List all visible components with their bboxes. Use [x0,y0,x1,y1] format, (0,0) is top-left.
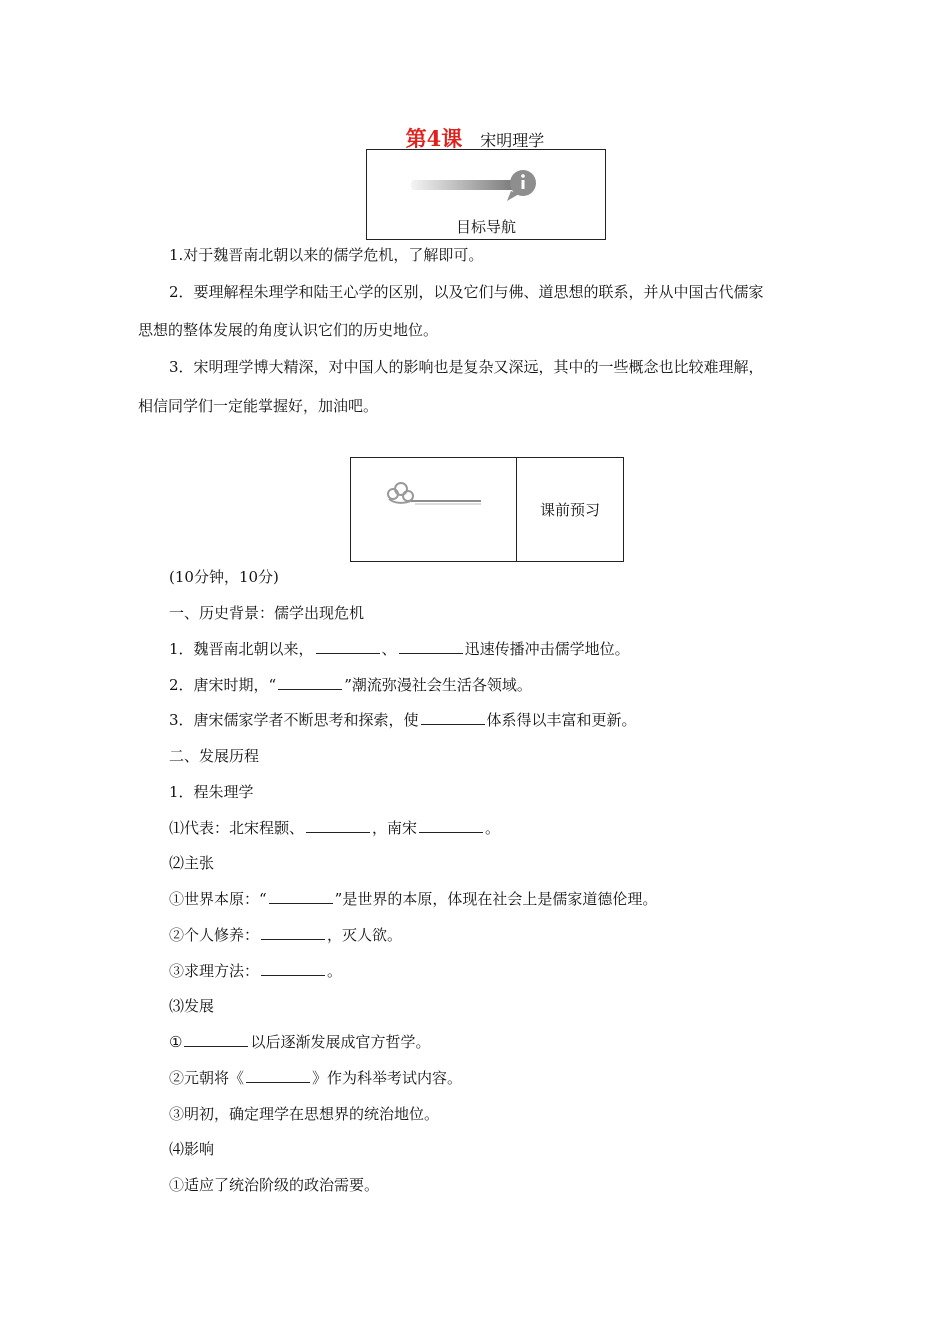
goal-line-2: 2．要理解程朱理学和陆王心学的区别，以及它们与佛、道思想的联系，并从中国古代儒家 [169,283,764,301]
question-text: 。 [327,962,343,980]
preview-box [350,457,624,562]
question-3 [169,710,637,730]
lesson-title: 宋明理学 [480,131,545,150]
cloud-ornament-icon [381,480,491,510]
goal-navigation-box [366,149,606,240]
question-1 [169,639,630,659]
development-2 [169,1068,462,1088]
lesson-number: 第4课 [405,126,463,151]
development-3: ③明初，确定理学在思想界的统治地位。 [169,1105,440,1123]
question-text: 3．唐宋儒家学者不断思考和探索，使 [169,711,419,729]
speech-bubble-info-icon [411,167,541,207]
question-text: 。 [485,819,501,837]
time-note: (10分钟，10分) [169,568,279,586]
goal-line-1: 1.对于魏晋南北朝以来的儒学危机，了解即可。 [169,246,484,264]
influence-heading: ⑷影响 [169,1140,215,1158]
question-text: 以后逐渐发展成官方哲学。 [250,1033,431,1051]
question-text: ① [169,1033,183,1051]
question-text: 》作为科举考试内容。 [312,1069,463,1087]
claim-1 [169,889,657,909]
question-text: 体系得以丰富和更新。 [486,711,637,729]
question-text: ③求理方法： [169,962,260,980]
goal-line-3: 思想的整体发展的角度认识它们的历史地位。 [138,321,439,339]
question-text: ”是世界的本原，体现在社会上是儒家道德伦理。 [334,890,658,908]
question-text: ①世界本原：“ [169,890,267,908]
preview-box-caption: 课前预习 [539,501,600,519]
subsection-cheng-zhu: 1．程朱理学 [169,783,254,801]
representatives-line [169,818,500,838]
question-text: ⑴代表：北宋程颢、 [169,819,305,837]
influence-1: ①适应了统治阶级的政治需要。 [169,1176,380,1194]
fill-blank[interactable] [419,819,483,833]
question-text: 1．魏晋南北朝以来， [169,640,314,658]
fill-blank[interactable] [184,1033,248,1047]
goal-line-4: 3．宋明理学博大精深，对中国人的影响也是复杂又深远，其中的一些概念也比较难理解， [169,358,764,376]
claim-2 [169,925,402,945]
fill-blank[interactable] [316,640,380,654]
question-text: ②个人修养： [169,926,260,944]
question-text: 、 [381,640,397,658]
question-text: 迅速传播冲击儒学地位。 [464,640,630,658]
fill-blank[interactable] [261,962,325,976]
question-2 [169,675,532,695]
development-1 [169,1032,430,1052]
fill-blank[interactable] [246,1069,310,1083]
question-text: ②元朝将《 [169,1069,245,1087]
fill-blank[interactable] [421,711,485,725]
fill-blank[interactable] [306,819,370,833]
fill-blank[interactable] [269,890,333,904]
goal-line-5: 相信同学们一定能掌握好，加油吧。 [138,397,379,415]
question-text: ，南宋 [372,819,418,837]
section-2-heading: 二、发展历程 [169,747,260,765]
question-text: 2．唐宋时期，“ [169,676,277,694]
development-heading: ⑶发展 [169,997,215,1015]
question-text: ，灭人欲。 [327,926,403,944]
section-1-heading: 一、历史背景：儒学出现危机 [169,604,365,622]
fill-blank[interactable] [278,676,342,690]
fill-blank[interactable] [399,640,463,654]
claim-3 [169,961,342,981]
goal-box-caption: 目标导航 [455,218,516,236]
question-text: ”潮流弥漫社会生活各领域。 [344,676,532,694]
fill-blank[interactable] [261,926,325,940]
claims-heading: ⑵主张 [169,854,215,872]
